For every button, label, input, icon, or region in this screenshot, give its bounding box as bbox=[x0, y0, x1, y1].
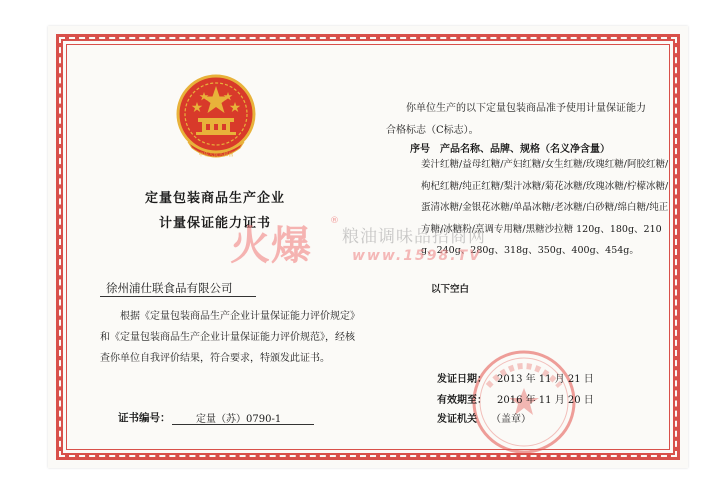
watermark-url: www.1598.TV bbox=[352, 248, 482, 264]
certificate-body-text: 根据《定量包装商品生产企业计量保证能力评价规定》和《定量包装商品生产企业计量保证能力评价规范》，经核查你单位自我评价结果，符合要求，特颁发此证书。 bbox=[100, 311, 355, 364]
valid-until-label: 有效期至： bbox=[437, 395, 487, 406]
company-underline bbox=[100, 296, 256, 297]
issue-date-value: 2013 年 11 月 21 日 bbox=[497, 374, 594, 385]
company-name: 徐州浦仕联食品有限公司 bbox=[106, 281, 233, 295]
certificate-body bbox=[100, 306, 358, 369]
watermark-registered-mark: ® bbox=[330, 216, 339, 226]
certificate-title-line1: 定量包装商品生产企业 bbox=[144, 191, 285, 206]
cert-number-label: 证书编号： bbox=[118, 412, 171, 424]
emblem-banner-text: 中华人民共和国 bbox=[198, 152, 234, 158]
issue-date-label: 发证日期： bbox=[437, 374, 487, 385]
product-table-header: 序号 产品名称、品牌、规格（名义净含量） bbox=[410, 144, 610, 155]
blank-below-note: 以下空白 bbox=[431, 284, 470, 295]
national-emblem-icon bbox=[166, 72, 266, 164]
valid-until-value: 2016 年 11 月 20 日 bbox=[497, 395, 594, 406]
intro-paragraph bbox=[386, 98, 648, 142]
cert-number-value: 定量（苏）0790-1 bbox=[196, 414, 282, 425]
valid-until bbox=[437, 391, 594, 406]
authority-label: 发证机关 bbox=[437, 414, 477, 425]
certificate-title-line2: 计量保证能力证书 bbox=[158, 216, 271, 231]
cert-number-underline bbox=[172, 424, 314, 425]
watermark-logo: 火爆 bbox=[230, 223, 312, 269]
watermark-site-name: 粮油调味品招商网 bbox=[342, 227, 486, 247]
issue-date bbox=[437, 370, 594, 385]
issuing-authority bbox=[437, 410, 531, 425]
intro-text: 你单位生产的以下定量包装商品准予使用计量保证能力合格标志（C标志）。 bbox=[386, 103, 646, 136]
authority-value: （盖章） bbox=[491, 414, 531, 425]
product-list: 姜汁红糖/益母红糖/产妇红糖/女生红糖/玫瑰红糖/阿胶红糖/枸杞红糖/纯正红糖/梨汁冰糖/菊花冰糖/玫瑰冰糖/柠檬冰糖/蛋清冰糖/金银花冰糖/单晶冰糖/老冰糖/白砂糖/绵白糖/纯正方糖/冰糖粉/烹调专用糖/黑糖沙拉糖 120g、180g、210g、240g、280g、318g、350g、400g、454g。 bbox=[421, 159, 669, 256]
